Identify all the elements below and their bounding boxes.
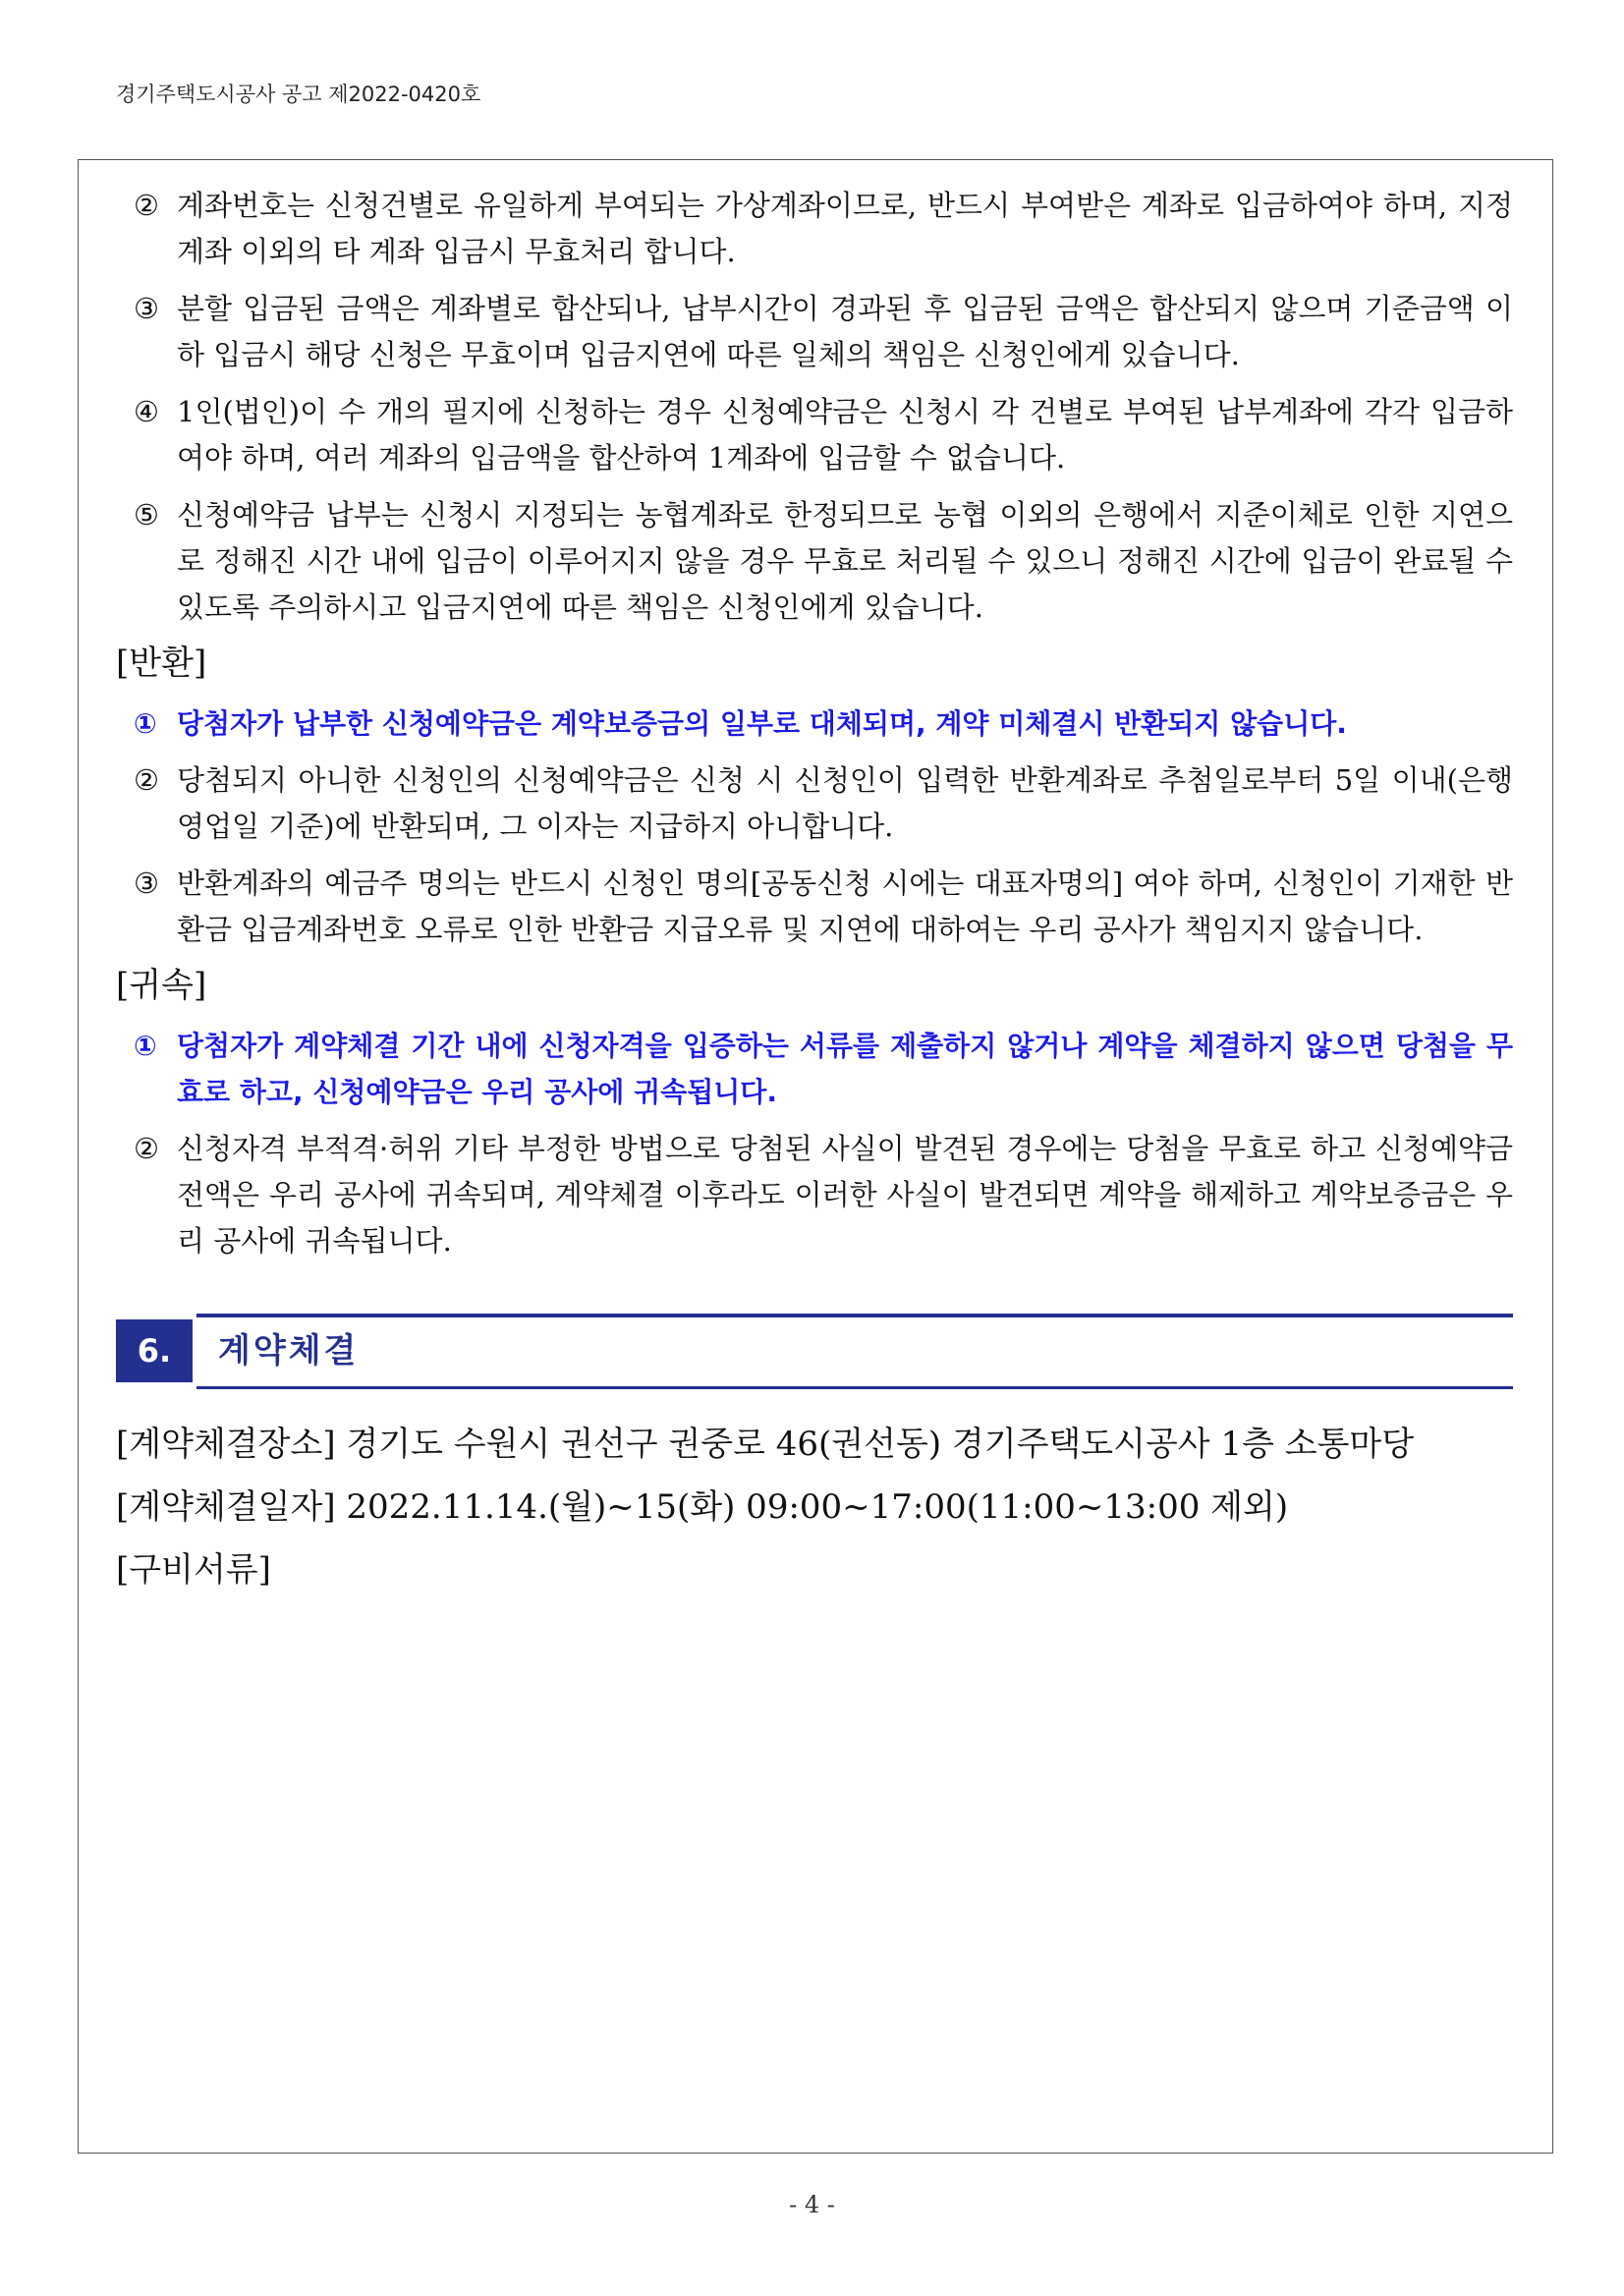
contract-date: [계약체결일자] 2022.11.14.(월)~15(화) 09:00~17:00(11:00~13:00 제외): [116, 1487, 1289, 1527]
contract-place: [계약체결장소] 경기도 수원시 권선구 권중로 46(권선동) 경기주택도시공사 1층 소통마당: [116, 1425, 1415, 1464]
list-item: ④ 1인(법인)이 수 개의 필지에 신청하는 경우 신청예약금은 신청시 각 건별로 부여된 납부계좌에 각각 입금하여야 하며, 여러 계좌의 입금액을 합산하여 1계좌에 입금할 수 없습니다.: [134, 395, 1513, 475]
list-item: ③ 반환계좌의 예금주 명의는 반드시 신청인 명의[공동신청 시에는 대표자명의] 여야 하며, 신청인이 기재한 반환금 입금계좌번호 오류로 인한 반환금 지급오류 및 지연에 대하여는 우리 공사가 책임지지 않습니다.: [134, 867, 1513, 946]
list-item: ② 신청자격 부적격·허위 기타 부정한 방법으로 당첨된 사실이 발견된 경우에는 당첨을 무효로 하고 신청예약금 전액은 우리 공사에 귀속되며, 계약체결 이후라도 이러한 사실이 발견되면 계약을 해제하고 계약보증금은 우리 공사에 귀속됩니다.: [134, 1132, 1513, 1258]
page-number: - 4 -: [789, 2191, 835, 2218]
section-rule-bottom: [196, 1386, 1513, 1389]
section-rule-top: [196, 1314, 1513, 1317]
section-title: 계약체결: [218, 1331, 360, 1371]
list-item: ② 계좌번호는 신청건별로 유일하게 부여되는 가상계좌이므로, 반드시 부여받은 계좌로 입금하여야 하며, 지정계좌 이외의 타 계좌 입금시 무효처리 합니다.: [134, 189, 1513, 268]
section-heading: [116, 1314, 1513, 1392]
refund-heading: [반환]: [116, 644, 207, 683]
required-documents: [구비서류]: [116, 1550, 271, 1590]
list-item: ③ 분할 입금된 금액은 계좌별로 합산되나, 납부시간이 경과된 후 입금된 금액은 합산되지 않으며 기준금액 이하 입금시 해당 신청은 무효이며 입금지연에 따른 일체의 책임은 신청인에게 있습니다.: [134, 292, 1513, 371]
forfeit-heading: [귀속]: [116, 966, 207, 1005]
notice-number: 경기주택도시공사 공고 제2022-0420호: [116, 83, 481, 106]
list-item-emphasis: ① 당첨자가 납부한 신청예약금은 계약보증금의 일부로 대체되며, 계약 미체결시 반환되지 않습니다.: [134, 707, 1347, 740]
list-item: ② 당첨되지 아니한 신청인의 신청예약금은 신청 시 신청인이 입력한 반환계좌로 추첨일로부터 5일 이내(은행영업일 기준)에 반환되며, 그 이자는 지급하지 아니합니다.: [134, 763, 1513, 843]
list-item: ⑤ 신청예약금 납부는 신청시 지정되는 농협계좌로 한정되므로 농협 이외의 은행에서 지준이체로 인한 지연으로 정해진 시간 내에 입금이 이루어지지 않을 경우 무효로 처리될 수 있으니 정해진 시간에 입금이 완료될 수 있도록 주의하시고 입금지연에 따른 책임은 신청인에게 있습니다.: [134, 498, 1513, 624]
section-number: 6.: [116, 1319, 193, 1382]
list-item-emphasis: ① 당첨자가 계약체결 기간 내에 신청자격을 입증하는 서류를 제출하지 않거나 계약을 체결하지 않으면 당첨을 무효로 하고, 신청예약금은 우리 공사에 귀속됩니다.: [134, 1030, 1513, 1108]
document-body: [116, 183, 1513, 1610]
